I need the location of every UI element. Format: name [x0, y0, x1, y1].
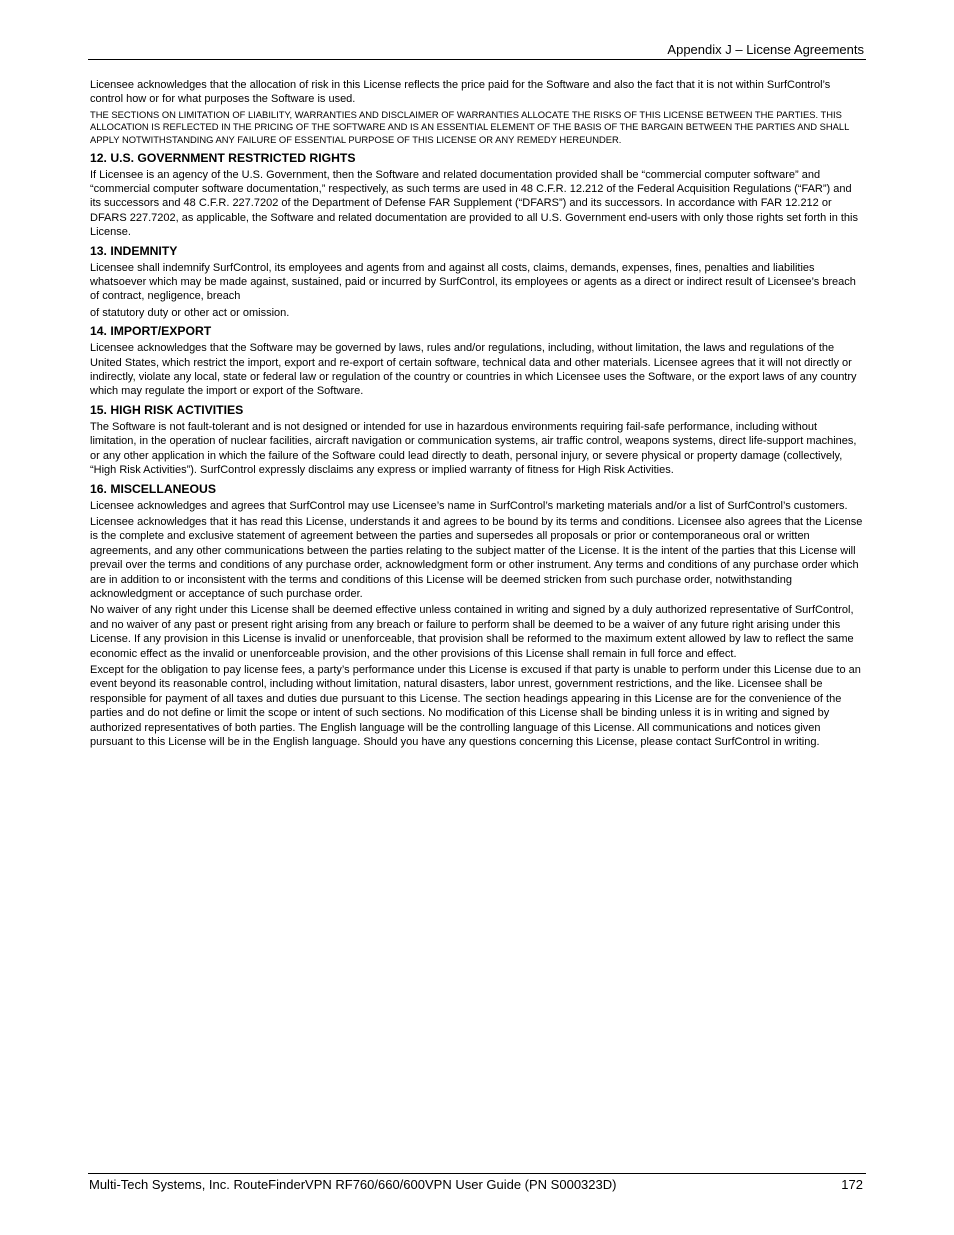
section-16-heading: 16. MISCELLANEOUS	[90, 481, 216, 496]
section-12-heading: 12. U.S. GOVERNMENT RESTRICTED RIGHTS	[90, 150, 356, 165]
page-header	[88, 41, 866, 60]
section-14-paragraph: Licensee acknowledges that the Software may be governed by laws, rules and/or regulations, including, without limitation, the laws and regulations of the United States, which restrict the import, export and re-export of certain software, technical data and other materials. Licensee agrees that it will not directly or indirectly, violate any local, state or federal law or regulation of the country or countries in which Licensee uses the Software, or the export laws of any country which may regulate the import or export of the Software.	[90, 342, 857, 398]
page-number: 172	[841, 1177, 863, 1192]
section-16-paragraph-3: No waiver of any right under this License shall be deemed effective unless contained in writing and signed by a duly authorized representative of SurfControl, and no waiver of any past or present right arising from any breach or failure to perform shall be deemed to be a waiver of any future right arising under this License. If any provision in this License is invalid or unenforceable, that provision shall be reformed to the maximum extent allowed by law to reflect the same economic effect as the invalid or unenforceable provision, and the other provisions of this License shall remain in full force and effect.	[90, 604, 854, 660]
intro-paragraph: Licensee acknowledges that the allocation of risk in this License reflects the price paid for the Software and also the fact that it is not within SurfControl’s control how or for what purposes the Software is used.	[90, 79, 831, 106]
section-13-paragraph-continued: of statutory duty or other act or omission.	[90, 306, 290, 319]
section-15-paragraph: The Software is not fault-tolerant and is not designed or intended for use in hazardous environments requiring fail-safe performance, including without limitation, in the operation of nuclear facilities, aircraft navigation or communication systems, air traffic control, weapons systems, direct life-support machines, or any other application in which the failure of the Software could lead directly to death, personal injury, or severe physical or property damage (collectively, “High Risk Activities”). SurfControl expressly disclaims any express or implied warranty of fitness for High Risk Activities.	[90, 420, 857, 477]
section-13-heading: 13. INDEMNITY	[90, 243, 178, 258]
section-15-heading: 15. HIGH RISK ACTIVITIES	[90, 402, 244, 417]
section-16-paragraph-2: Licensee acknowledges that it has read this License, understands it and agrees to be bound by its terms and conditions. Licensee also agrees that the License is the complete and exclusive statement of agreement between the parties and supersedes all proposals or prior or contemporaneous oral or written agreements, and any other communications between the parties relating to the subject matter of the License. It is the intent of the parties that this License will prevail over the terms and conditions of any purchase order, acknowledgment form or other instrument. Any terms and conditions of any purchase order which are in addition to or inconsistent with the terms and conditions of this License will be deemed stricken from such purchase order, notwithstanding acknowledgment or acceptance of such purchase order.	[90, 515, 863, 600]
footer-doc-title: Multi-Tech Systems, Inc. RouteFinderVPN RF760/660/600VPN User Guide (PN S000323D)	[89, 1177, 617, 1192]
page-footer	[88, 1173, 866, 1196]
section-16-paragraph-1: Licensee acknowledges and agrees that SurfControl may use Licensee’s name in SurfControl’s marketing materials and/or a list of SurfControl’s customers.	[90, 499, 848, 512]
section-14-heading: 14. IMPORT/EXPORT	[90, 324, 212, 339]
section-13-paragraph: Licensee shall indemnify SurfControl, its employees and agents from and against all costs, claims, demands, expenses, fines, penalties and liabilities whatsoever which may be made against, sustained, paid or incurred by SurfControl, its employees or agents as a direct or indirect result of Licensee’s breach of contract, negligence, breach	[90, 261, 856, 303]
page-content	[90, 78, 864, 751]
section-16-paragraph-4: Except for the obligation to pay license fees, a party’s performance under this License is excused if that party is unable to perform under this License due to an event beyond its reasonable control, including without limitation, natural disasters, labor unrest, government restrictions, and the like. Licensee shall be responsible for payment of all taxes and duties due pursuant to this License. The section headings appearing in this License are for the convenience of the parties and do not define or limit the scope or intent of such sections. No modification of this License shall be binding unless it is in writing and signed by authorized representatives of both parties. The English language will be the controlling language of this License. All communications and notices given pursuant to this License will be in the English language. Should you have any questions concerning this License, please contact SurfControl in writing.	[90, 663, 861, 748]
section-12-paragraph: If Licensee is an agency of the U.S. Government, then the Software and related documentation provided shall be “commercial computer software” and “commercial computer software documentation,” respectively, as such terms are used in 48 C.F.R. 12.212 of the Federal Acquisition Regulations (“FAR”) and its successors and 48 C.F.R. 227.7202 of the Department of Defense FAR Supplement (“DFARS”) and its successors. In accordance with FAR 12.212 or DFARS 227.7202, as applicable, the Software and related documentation are provided to all U.S. Government end-users with only those rights set forth in this License.	[90, 168, 858, 239]
header-title: Appendix J – License Agreements	[667, 42, 864, 57]
intro-caps-paragraph: THE SECTIONS ON LIMITATION OF LIABILITY, WARRANTIES AND DISCLAIMER OF WARRANTIES ALLOCATE THE RISKS OF THIS LICENSE BETWEEN THE PARTIES. THIS ALLOCATION IS REFLECTED IN THE PRICING OF THE SOFTWARE AND IS AN ESSENTIAL ELEMENT OF THE BASIS OF THE BARGAIN BETWEEN THE PARTIES AND SHALL APPLY NOTWITHSTANDING ANY FAILURE OF ESSENTIAL PURPOSE OF THIS LICENSE OR ANY REMEDY HEREUNDER.	[90, 108, 850, 145]
